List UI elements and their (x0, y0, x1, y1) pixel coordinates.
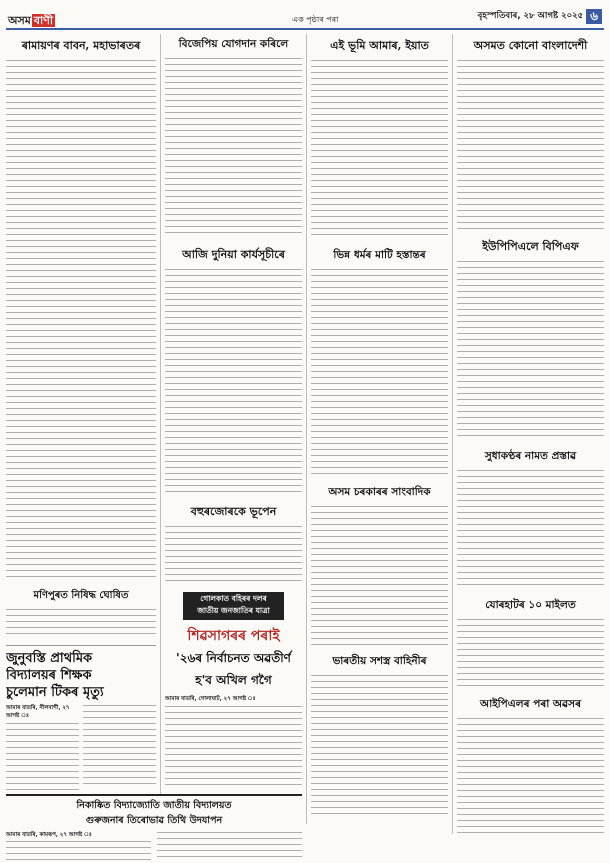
badge-line: জাতীয় জনজাতিৰ যাত্ৰা (197, 606, 270, 615)
article-headline-line: হ'ব অখিল গগৈ (195, 673, 272, 687)
article-body (6, 841, 151, 863)
article-body (457, 60, 604, 230)
article-headline-line: গুৰুজনাৰ তিৰোভাৱ তিথি উদযাপন (85, 815, 223, 826)
article-body (165, 706, 302, 786)
badge-line: গোলকাত বহিৰৰ দলৰ (200, 594, 267, 603)
article-body (311, 269, 448, 477)
article-headline-line: চুলেমান টিকৰ মৃত্যু (6, 685, 104, 700)
date-line (448, 8, 602, 24)
article-body (165, 269, 302, 497)
obituary-article (6, 645, 156, 791)
article-headline: মণিপুৰত নিষিদ্ধ ঘোষিত (33, 590, 129, 601)
article-body (165, 58, 302, 238)
article-headline: আজি দুনিয়া কাৰ্যসূচীৰে (182, 248, 285, 261)
article-dateline: আমাৰ বাতৰি, গোলাঘাট, ২৭ আগষ্ট ঃ (165, 696, 256, 702)
page-label: এক পৃষ্ঠাৰ পৰা (292, 15, 339, 24)
article-headline: বিজেপিয় যোগদান কৰিলে (178, 38, 289, 50)
page-number: ৬ (586, 9, 602, 24)
issue-date: বৃহস্পতিবাৰ, ২৮ আগষ্ট ২০২৫ (477, 11, 584, 21)
article-body (6, 609, 156, 639)
masthead-rule (6, 28, 604, 30)
article-headline: ভাৰতীয় সশস্ত্ৰ বাহিনীৰ (332, 655, 427, 667)
article-body (311, 60, 448, 240)
column-3 (311, 34, 448, 824)
column-2 (165, 34, 302, 824)
column-divider (452, 34, 453, 834)
article-body (457, 261, 604, 441)
article-body (165, 526, 302, 586)
article-body (157, 832, 302, 862)
article-body (311, 506, 448, 646)
article-headline: যোৰহাটৰ ১০ মাইলত (485, 599, 576, 611)
article-body (457, 470, 604, 590)
section-badge (183, 592, 284, 620)
article-dateline: আমাৰ বাতৰি, কামৰূপ, ২৭ আগষ্ট ঃ (6, 832, 92, 838)
column-divider (306, 34, 307, 824)
column-4 (457, 34, 604, 844)
article-headline: এই ভূমি আমাৰ, ইয়াত (330, 39, 429, 52)
article-headline: আইপিএলৰ পৰা অৱসৰ (479, 698, 582, 710)
article-headline-line: শিৱসাগৰৰ পৰাই (187, 628, 280, 644)
article-headline: অসম চৰকাৰৰ সাংবাদিক (328, 486, 431, 498)
article-headline: অসমত কোনো বাংলাদেশী (473, 39, 588, 52)
article-dateline: আমাৰ বাতৰি, নীলবাগী, ২৭ আগষ্ট ঃ (6, 705, 70, 719)
article-headline: সুধাকণ্ঠৰ নামত প্ৰস্তাৱ (484, 450, 577, 462)
article-headline-line: জুনুবস্তি প্ৰাথমিক (6, 651, 93, 666)
article-headline: ৰামায়ণৰ বাবন, মহাভাৰতৰ (21, 39, 141, 52)
article-headline-line: নিকাষ্কিত বিদ্যাজ্যোতি জাতীয় বিদ্যালয়ত (76, 800, 232, 811)
article-body (83, 705, 156, 785)
article-body (6, 723, 79, 791)
article-body (457, 619, 604, 689)
article-body (311, 675, 448, 815)
column-divider (160, 34, 161, 794)
article-body (6, 60, 156, 580)
article-headline: ইউপিপিএলে বিপিএফ (482, 240, 579, 253)
article-headline: ভিন্ন ধৰ্মৰ মাটি হস্তান্তৰ (333, 249, 426, 261)
article-headline-line: বিদ্যালয়ৰ শিক্ষক (6, 668, 92, 683)
bottom-article (6, 794, 302, 860)
column-1 (6, 34, 156, 794)
article-headline: বহুৰজোৰকে ভূপেন (190, 505, 277, 518)
article-body (457, 718, 604, 838)
article-headline-line: '২৬ৰ নিৰ্বাচনত অৱতীৰ্ণ (176, 651, 291, 665)
newspaper-logo: অসম বাণী (8, 14, 54, 27)
